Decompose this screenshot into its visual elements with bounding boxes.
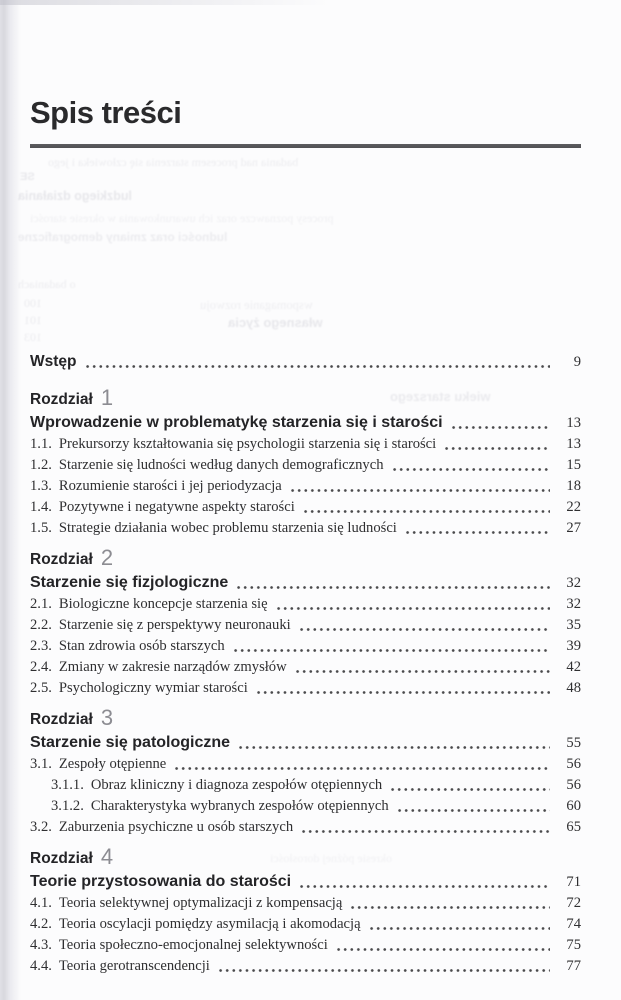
section-number: 3.2.	[30, 819, 52, 835]
scan-edge-shadow	[0, 0, 22, 1000]
page-number: 42	[566, 659, 581, 675]
bleed-through-line: o badaniach	[18, 277, 76, 291]
dot-leader	[406, 530, 550, 535]
section-number: 3.1.1.	[51, 777, 84, 793]
page-number: 48	[566, 680, 581, 696]
chapter-number: 4	[100, 844, 114, 869]
bleed-through-line: wieku starszego	[390, 389, 491, 404]
bleed-through-line: ludzkiego działania	[18, 189, 132, 203]
chapter-title: Wprowadzenie w problematykę starzenia się i starości	[30, 414, 443, 431]
dot-leader	[445, 446, 550, 451]
section-title: Zmiany w zakresie narządów zmysłów	[58, 659, 287, 675]
dot-leader	[237, 585, 550, 590]
section-number: 2.2.	[30, 617, 52, 633]
chapter-title-row	[30, 732, 581, 754]
toc-entry-wstep	[30, 351, 581, 373]
dot-leader	[239, 745, 550, 750]
chapter-number: 3	[100, 705, 114, 730]
section-title: Obraz kliniczny i diagnoza zespołów otępiennych	[90, 777, 383, 793]
section-number: 2.1.	[30, 596, 52, 612]
chapter-word: Rozdział	[30, 850, 93, 867]
page-number: 22	[566, 499, 581, 515]
page-number: 71	[566, 874, 581, 890]
toc-entry	[30, 518, 581, 539]
toc-entry	[30, 594, 581, 615]
chapter-word: Rozdział	[30, 711, 93, 728]
section-title: Stan zdrowia osób starszych	[58, 638, 225, 654]
dot-leader	[337, 947, 550, 952]
page-number: 74	[566, 916, 581, 932]
page-number: 15	[566, 457, 581, 473]
toc-entry	[30, 476, 581, 497]
chapter-title: Starzenie się fizjologiczne	[30, 574, 229, 591]
section-title: Strategie działania wobec problemu starzenia się ludności	[58, 520, 397, 536]
dot-leader	[302, 829, 550, 834]
bleed-through-line: procesy poznawcze oraz ich uwarunkowania w okresie starości	[30, 211, 334, 225]
section-number: 2.5.	[30, 680, 52, 696]
chapter-heading	[30, 844, 581, 871]
section-number: 1.1.	[30, 436, 52, 452]
chapter-number: 1	[100, 385, 114, 410]
section-number: 2.3.	[30, 638, 52, 654]
chapter-title: Teorie przystosowania do starości	[30, 873, 292, 890]
page-number: 13	[566, 436, 581, 452]
section-title: Teoria oscylacji pomiędzy asymilacją i akomodacją	[58, 916, 361, 932]
toc-entry	[30, 914, 581, 935]
page-number: 9	[573, 354, 581, 370]
chapter-heading	[30, 705, 581, 732]
page-number: 32	[566, 575, 581, 591]
chapter-word: Rozdział	[30, 551, 93, 568]
section-number: 3.1.	[30, 756, 52, 772]
page-number: 13	[566, 415, 581, 431]
section-title: Rozumienie starości i jej periodyzacja	[58, 478, 282, 494]
dot-leader	[393, 467, 551, 472]
bleed-through-line: wspomaganie rozwoju	[200, 298, 313, 312]
page-number: 72	[566, 895, 581, 911]
dot-leader	[304, 509, 550, 514]
page-number: 27	[566, 520, 581, 536]
chapter-title-row	[30, 871, 581, 893]
dot-leader	[291, 488, 550, 493]
chapter-heading	[30, 545, 581, 572]
chapter-heading	[30, 385, 581, 412]
section-number: 1.3.	[30, 478, 52, 494]
dot-leader	[398, 808, 550, 813]
toc-subentry	[30, 775, 581, 796]
section-number: 3.1.2.	[51, 798, 84, 814]
dot-leader	[351, 905, 550, 910]
dot-leader	[175, 766, 550, 771]
bleed-through-line: ludności oraz zmiany demograficzne	[18, 230, 228, 244]
toc-entry	[30, 434, 581, 455]
toc-entry	[30, 455, 581, 476]
bleed-through-line: własnego życia	[228, 315, 323, 330]
page-number: 75	[566, 937, 581, 953]
toc-entry	[30, 678, 581, 699]
page-number: 56	[566, 756, 581, 772]
section-number: 4.2.	[30, 916, 52, 932]
section-number: 2.4.	[30, 659, 52, 675]
section-title: Teoria selektywnej optymalizacji z kompensacją	[58, 895, 343, 911]
bleed-through-page-number: 100	[24, 296, 42, 310]
toc-entry	[30, 497, 581, 518]
toc-chapter-4	[30, 844, 581, 977]
page-number: 56	[566, 777, 581, 793]
toc-entry	[30, 956, 581, 977]
chapter-title-row	[30, 412, 581, 434]
page-number: 35	[566, 617, 581, 633]
toc-chapter-1	[30, 385, 581, 539]
page-number: 60	[566, 798, 581, 814]
dot-leader	[370, 926, 550, 931]
section-title: Zaburzenia psychiczne u osób starszych	[58, 819, 294, 835]
table-of-contents	[30, 351, 581, 977]
dot-leader	[300, 627, 550, 632]
page-number: 65	[566, 819, 581, 835]
chapter-number: 2	[100, 545, 114, 570]
page-number: 39	[566, 638, 581, 654]
toc-subentry	[30, 796, 581, 817]
toc-entry	[30, 893, 581, 914]
page-title: Spis treści	[30, 95, 182, 130]
toc-chapter-2	[30, 545, 581, 699]
page-number: 77	[566, 958, 581, 974]
page-number: 55	[566, 735, 581, 751]
toc-chapter-3	[30, 705, 581, 838]
section-title: Teoria społeczno-emocjonalnej selektywności	[58, 937, 328, 953]
bleed-through-line: okresie późnej dorosłości	[270, 851, 392, 865]
section-number: 4.1.	[30, 895, 52, 911]
dot-leader	[452, 425, 550, 430]
section-title: Starzenie się z perspektywy neuronauki	[58, 617, 291, 633]
bleed-through-line: badania nad procesem starzenia się człowieka i jego	[48, 155, 299, 169]
section-title: Zespoły otępienne	[58, 756, 167, 772]
dot-leader	[296, 669, 550, 674]
toc-entry	[30, 935, 581, 956]
section-title: Psychologiczny wymiar starości	[58, 680, 248, 696]
page-number: 32	[566, 596, 581, 612]
section-title: Biologiczne koncepcje starzenia się	[58, 596, 268, 612]
section-number: 1.4.	[30, 499, 52, 515]
dot-leader	[300, 884, 550, 889]
page-number: 18	[566, 478, 581, 494]
toc-entry	[30, 817, 581, 838]
section-title: Pozytywne i negatywne aspekty starości	[58, 499, 295, 515]
section-title: Charakterystyka wybranych zespołów otępiennych	[90, 798, 389, 814]
section-title: Teoria gerotranscendencji	[58, 958, 210, 974]
section-title: Prekursorzy kształtowania się psychologii starzenia się i starości	[58, 436, 437, 452]
page-content	[30, 0, 581, 977]
bleed-through-page-number: 103	[24, 330, 42, 344]
toc-entry	[30, 636, 581, 657]
dot-leader	[86, 364, 551, 369]
bleed-through-page-number: 101	[24, 313, 42, 327]
dot-leader	[277, 606, 550, 611]
toc-entry	[30, 754, 581, 775]
dot-leader	[234, 648, 550, 653]
dot-leader	[219, 968, 550, 973]
section-number: 4.4.	[30, 958, 52, 974]
chapter-word: Rozdział	[30, 391, 93, 408]
bleed-through-line: SE	[20, 171, 35, 183]
chapter-title-row	[30, 572, 581, 594]
toc-entry	[30, 615, 581, 636]
section-number: 4.3.	[30, 937, 52, 953]
title-rule	[30, 144, 581, 148]
dot-leader	[391, 787, 550, 792]
entry-label: Wstęp	[30, 353, 77, 370]
section-title: Starzenie się ludności według danych demograficznych	[58, 457, 384, 473]
dot-leader	[257, 690, 550, 695]
section-number: 1.2.	[30, 457, 52, 473]
section-number: 1.5.	[30, 520, 52, 536]
chapter-title: Starzenie się patologiczne	[30, 734, 231, 751]
toc-entry	[30, 657, 581, 678]
